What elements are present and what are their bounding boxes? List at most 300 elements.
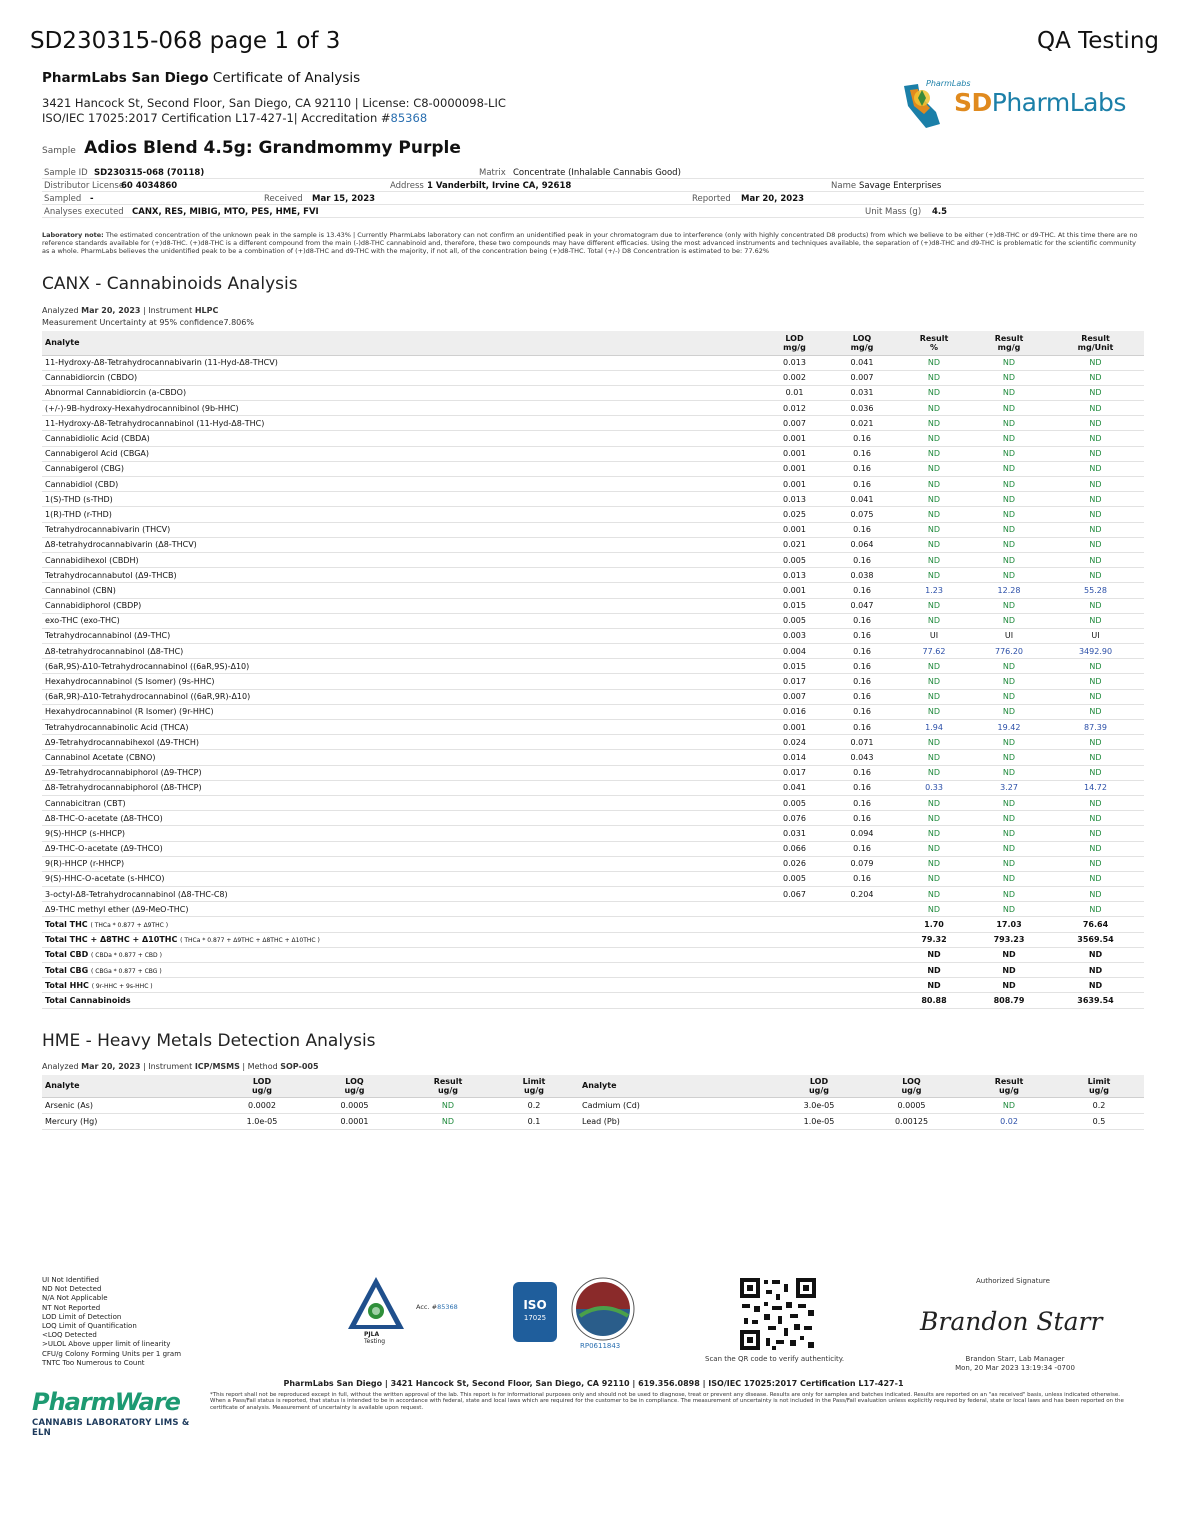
analyte-name: exo-THC (exo-THC) <box>42 613 762 628</box>
result-value: ND <box>1047 795 1144 810</box>
table-row <box>42 613 1144 628</box>
analyte-name: Cannabidihexol (CBDH) <box>42 552 762 567</box>
table-row <box>42 583 1144 598</box>
lab-certification: ISO/IEC 17025:2017 Certification L17-427-1| Accreditation #85368 <box>42 111 428 125</box>
analyte-name: Abnormal Cannabidiorcin (a-CBDO) <box>42 385 762 400</box>
lod-value: 0.017 <box>762 674 827 689</box>
result-value: ND <box>1047 401 1144 416</box>
lod-value: 0.002 <box>762 370 827 385</box>
result-value: ND <box>971 492 1047 507</box>
lab-name: PharmLabs San Diego <box>42 70 209 86</box>
result-value: ND <box>1047 461 1144 476</box>
analyte-name: 1(R)-THD (r-THD) <box>42 507 762 522</box>
lod-value: 0.017 <box>762 765 827 780</box>
total-name: Total CBD ( CBDa * 0.877 + CBD ) <box>42 947 762 962</box>
loq-value: 0.16 <box>827 780 897 795</box>
result-value: ND <box>897 765 971 780</box>
column-header: Result mg/Unit <box>1047 331 1144 355</box>
total-name: Total THC + Δ8THC + Δ10THC ( THCa * 0.877 + Δ9THC + Δ8THC + Δ10THC ) <box>42 932 762 947</box>
analyte-name: Δ8-Tetrahydrocannabiphorol (Δ8-THCP) <box>42 780 762 795</box>
lod-value: 0.001 <box>762 431 827 446</box>
table-row <box>42 1097 1144 1113</box>
result-value: ND <box>1047 826 1144 841</box>
lod-value: 0.001 <box>762 522 827 537</box>
metal-value: 0.0002 <box>222 1097 302 1113</box>
table-row <box>42 765 1144 780</box>
column-header: Result % <box>897 331 971 355</box>
abbreviation-legend <box>42 1276 181 1368</box>
result-value: 14.72 <box>1047 780 1144 795</box>
result-value: ND <box>971 477 1047 492</box>
loq-value: 0.16 <box>827 431 897 446</box>
column-header: LOQ mg/g <box>827 331 897 355</box>
result-value: UI <box>1047 628 1144 643</box>
analyte-name: Δ8-tetrahydrocannabinol (Δ8-THC) <box>42 644 762 659</box>
table-row <box>42 355 1144 370</box>
legend-item: UI Not Identified <box>42 1276 100 1284</box>
result-value: ND <box>971 401 1047 416</box>
hme-section-title: HME - Heavy Metals Detection Analysis <box>42 1031 376 1051</box>
lod-value: 0.014 <box>762 750 827 765</box>
metal-value: 0.2 <box>489 1097 579 1113</box>
analyte-name: Δ9-THC methyl ether (Δ9-MeO-THC) <box>42 902 762 917</box>
result-value: ND <box>971 446 1047 461</box>
legend-item: ND Not Detected <box>42 1285 102 1294</box>
lod-value: 0.076 <box>762 811 827 826</box>
lod-value: 0.001 <box>762 446 827 461</box>
loq-value: 0.041 <box>827 355 897 370</box>
result-value: 12.28 <box>971 583 1047 598</box>
total-value: 79.32 <box>897 932 971 947</box>
lod-value: 0.025 <box>762 507 827 522</box>
analyte-name: Cadmium (Cd) <box>579 1097 779 1113</box>
result-value: ND <box>971 522 1047 537</box>
result-value: ND <box>897 522 971 537</box>
result-value: ND <box>1047 750 1144 765</box>
result-value: ND <box>1047 887 1144 902</box>
analyte-name: Cannabidiol (CBD) <box>42 477 762 492</box>
table-row <box>42 780 1144 795</box>
analyte-name: Tetrahydrocannabutol (Δ9-THCB) <box>42 568 762 583</box>
pjla-accreditation-number: 85368 <box>437 1303 458 1311</box>
table-row <box>42 826 1144 841</box>
lod-value: 0.005 <box>762 552 827 567</box>
result-value: ND <box>897 385 971 400</box>
table-row <box>42 492 1144 507</box>
column-header: Result mg/g <box>971 331 1047 355</box>
result-value: ND <box>964 1097 1054 1113</box>
result-value: 55.28 <box>1047 583 1144 598</box>
result-value: ND <box>1047 674 1144 689</box>
result-value: ND <box>897 416 971 431</box>
metal-value: 1.0e-05 <box>779 1113 859 1129</box>
analyte-name: Cannabinol Acetate (CBNO) <box>42 750 762 765</box>
sample-id: SD230315-068 (70118) <box>94 168 205 178</box>
result-value: ND <box>897 689 971 704</box>
result-value: ND <box>1047 355 1144 370</box>
column-header: Analyte <box>42 331 762 355</box>
result-value: ND <box>897 704 971 719</box>
california-map-icon <box>896 76 971 134</box>
table-row <box>42 507 1144 522</box>
loq-value: 0.16 <box>827 841 897 856</box>
lod-value: 0.016 <box>762 704 827 719</box>
table-row <box>42 401 1144 416</box>
loq-value: 0.16 <box>827 720 897 735</box>
analyte-name: 1(S)-THD (s-THD) <box>42 492 762 507</box>
result-value: ND <box>971 461 1047 476</box>
metal-value: 0.2 <box>1054 1097 1144 1113</box>
table-row <box>42 568 1144 583</box>
table-row <box>42 704 1144 719</box>
result-value: ND <box>1047 871 1144 886</box>
total-value: ND <box>897 947 971 962</box>
lod-value: 0.015 <box>762 598 827 613</box>
loq-value: 0.16 <box>827 689 897 704</box>
result-value: ND <box>971 613 1047 628</box>
table-row <box>42 628 1144 643</box>
result-value: ND <box>1047 477 1144 492</box>
sampled-date: - <box>90 194 94 204</box>
result-value: ND <box>897 856 971 871</box>
result-value: ND <box>971 765 1047 780</box>
result-value: ND <box>1047 537 1144 552</box>
heavy-metals-table <box>42 1075 1144 1130</box>
analyte-name: (6aR,9R)-Δ10-Tetrahydrocannabinol ((6aR,9R)-Δ10) <box>42 689 762 704</box>
table-row <box>42 674 1144 689</box>
analyte-name: Tetrahydrocannabinol (Δ9-THC) <box>42 628 762 643</box>
result-value: ND <box>897 537 971 552</box>
column-header: LOD mg/g <box>762 331 827 355</box>
result-value: ND <box>1047 568 1144 583</box>
legend-item: NT Not Reported <box>42 1303 101 1312</box>
iso-17025-badge: ISO 17025 <box>513 1282 557 1342</box>
lod-value: 0.003 <box>762 628 827 643</box>
total-name: Total CBG ( CBGa * 0.877 + CBG ) <box>42 963 762 978</box>
column-header: LOQ ug/g <box>302 1075 407 1097</box>
result-value: 87.39 <box>1047 720 1144 735</box>
result-value: ND <box>971 659 1047 674</box>
table-row <box>42 871 1144 886</box>
lod-value: 0.021 <box>762 537 827 552</box>
analyte-name: Cannabigerol Acid (CBGA) <box>42 446 762 461</box>
document-type: Certificate of Analysis <box>212 70 361 86</box>
info-row: Sampled - Received Mar 15, 2023 Reported Mar 20, 2023 <box>42 192 1144 205</box>
lab-address: 3421 Hancock St, Second Floor, San Diego, CA 92110 | License: C8-0000098-LIC <box>42 96 506 110</box>
result-value: ND <box>971 735 1047 750</box>
total-row <box>42 993 1144 1008</box>
lod-value: 0.012 <box>762 401 827 416</box>
total-value: ND <box>897 978 971 993</box>
result-value: 77.62 <box>897 644 971 659</box>
logo-wordmark: SDPharmLabs <box>954 88 1126 117</box>
loq-value: 0.204 <box>827 887 897 902</box>
loq-value: 0.16 <box>827 659 897 674</box>
loq-value: 0.021 <box>827 416 897 431</box>
result-value: 3.27 <box>971 780 1047 795</box>
result-value: ND <box>897 431 971 446</box>
total-row <box>42 963 1144 978</box>
signatory: Brandon Starr, Lab Manager Mon, 20 Mar 2023 13:19:34 -0700 <box>955 1355 1075 1372</box>
table-row <box>42 887 1144 902</box>
analyte-name: (6aR,9S)-Δ10-Tetrahydrocannabinol ((6aR,9S)-Δ10) <box>42 659 762 674</box>
result-value: ND <box>971 841 1047 856</box>
analyte-name: 3-octyl-Δ8-Tetrahydrocannabinol (Δ8-THC-C8) <box>42 887 762 902</box>
lod-value: 0.004 <box>762 644 827 659</box>
table-row <box>42 1113 1144 1129</box>
result-value: ND <box>1047 689 1144 704</box>
result-value: ND <box>897 811 971 826</box>
result-value: ND <box>897 568 971 583</box>
result-value: ND <box>971 416 1047 431</box>
certification-seal-icon <box>570 1276 636 1342</box>
result-value: ND <box>1047 598 1144 613</box>
lod-value: 0.015 <box>762 659 827 674</box>
svg-text:PharmLabs: PharmLabs <box>926 79 971 88</box>
lab-name-line <box>42 70 662 86</box>
total-name: Total THC ( THCa * 0.877 + Δ9THC ) <box>42 917 762 932</box>
verification-qr-code[interactable] <box>738 1276 818 1352</box>
pjla-badge: Acc. #85368 PJLA Testing <box>346 1275 466 1347</box>
result-value: ND <box>971 552 1047 567</box>
loq-value: 0.038 <box>827 568 897 583</box>
lod-value <box>762 902 827 917</box>
total-value: ND <box>897 963 971 978</box>
lod-value: 0.01 <box>762 385 827 400</box>
table-row <box>42 461 1144 476</box>
analyte-name: Δ9-THC-O-acetate (Δ9-THCO) <box>42 841 762 856</box>
result-value: ND <box>1047 492 1144 507</box>
result-value: ND <box>897 750 971 765</box>
analyte-name: Cannabicitran (CBT) <box>42 795 762 810</box>
loq-value <box>827 902 897 917</box>
total-value: ND <box>971 963 1047 978</box>
result-value: ND <box>971 871 1047 886</box>
handwritten-signature <box>915 1300 1125 1342</box>
loq-value: 0.071 <box>827 735 897 750</box>
result-value: ND <box>1047 856 1144 871</box>
cannabinoids-table <box>42 331 1144 1009</box>
loq-value: 0.094 <box>827 826 897 841</box>
legend-item: TNTC Too Numerous to Count <box>42 1358 145 1367</box>
result-value: ND <box>971 370 1047 385</box>
result-value: ND <box>897 674 971 689</box>
sample-title <box>42 138 461 158</box>
metal-value: 0.5 <box>1054 1113 1144 1129</box>
table-row <box>42 446 1144 461</box>
result-value: 0.33 <box>897 780 971 795</box>
legend-item: N/A Not Applicable <box>42 1294 108 1303</box>
accreditation-number: 85368 <box>390 111 428 125</box>
info-row: Sample ID SD230315-068 (70118) Matrix Concentrate (Inhalable Cannabis Good) <box>42 166 1144 179</box>
lod-value: 0.005 <box>762 795 827 810</box>
lod-value: 0.007 <box>762 416 827 431</box>
metal-value: 1.0e-05 <box>222 1113 302 1129</box>
analyte-name: Cannabidiorcin (CBDO) <box>42 370 762 385</box>
total-value: 76.64 <box>1047 917 1144 932</box>
analyte-name: 9(R)-HHCP (r-HHCP) <box>42 856 762 871</box>
laboratory-note: Laboratory note: The estimated concentration of the unknown peak in the sample is 13.43% | Currently PharmLabs laboratory can not confirm an unidentified peak in your chromatogram due to interference (only with highly concentrated D8 products) from which we believe to be either (+)d8-THC or d9-THC. At this time there are no reference standards available for (+)d8-THC. (+)d8-THC is a different compound from the main (-)d8-THC cannabinoid and, therefore, these two compounds may have different efficacies. Using the most advanced instruments and techniques available, the separation of (+)d8-THC and d9-THC is problematic for the scientific community as a whole. PharmLabs believes the unidentified peak to be a combination of (+)d8-THC and d9-THC with the majority, if not all, of the concentration being (+)d8-THC. Total (+/-) D8 Concentration is estimated to be: 77.62% <box>42 231 1138 255</box>
sdpharmlabs-logo <box>896 76 1146 134</box>
lod-value: 0.001 <box>762 477 827 492</box>
hme-meta: Analyzed Mar 20, 2023 | Instrument ICP/MSMS | Method SOP-005 <box>42 1062 319 1071</box>
result-value: ND <box>971 902 1047 917</box>
metal-value: 3.0e-05 <box>779 1097 859 1113</box>
total-value: 3569.54 <box>1047 932 1144 947</box>
sample-name: Adios Blend 4.5g: Grandmommy Purple <box>84 138 461 158</box>
lod-value: 0.066 <box>762 841 827 856</box>
result-value: 19.42 <box>971 720 1047 735</box>
lod-value: 0.024 <box>762 735 827 750</box>
loq-value: 0.16 <box>827 811 897 826</box>
loq-value: 0.064 <box>827 537 897 552</box>
result-value: ND <box>1047 765 1144 780</box>
result-value: ND <box>1047 446 1144 461</box>
legend-item: CFU/g Colony Forming Units per 1 gram <box>42 1349 182 1358</box>
table-row <box>42 720 1144 735</box>
result-value: ND <box>897 446 971 461</box>
column-header: LOD ug/g <box>222 1075 302 1097</box>
table-row <box>42 385 1144 400</box>
info-row: Analyses executed CANX, RES, MIBIG, MTO, PES, HME, FVI Unit Mass (g) 4.5 <box>42 205 1144 218</box>
client-address: 1 Vanderbilt, Irvine CA, 92618 <box>427 181 572 191</box>
result-value: ND <box>971 811 1047 826</box>
loq-value: 0.16 <box>827 583 897 598</box>
loq-value: 0.16 <box>827 628 897 643</box>
total-row <box>42 978 1144 993</box>
analyte-name: Δ9-Tetrahydrocannabihexol (Δ9-THCH) <box>42 735 762 750</box>
loq-value: 0.16 <box>827 644 897 659</box>
result-value: ND <box>897 902 971 917</box>
loq-value: 0.079 <box>827 856 897 871</box>
result-value: ND <box>1047 659 1144 674</box>
total-value: 793.23 <box>971 932 1047 947</box>
lod-value: 0.005 <box>762 613 827 628</box>
result-value: ND <box>971 537 1047 552</box>
result-value: ND <box>1047 811 1144 826</box>
total-value: ND <box>1047 947 1144 962</box>
result-value: ND <box>1047 552 1144 567</box>
legend-item: <LOQ Detected <box>42 1331 97 1340</box>
loq-value: 0.16 <box>827 765 897 780</box>
table-row <box>42 477 1144 492</box>
analyte-name: Hexahydrocannabinol (R Isomer) (9r-HHC) <box>42 704 762 719</box>
lod-value: 0.026 <box>762 856 827 871</box>
analyte-name: 11-Hydroxy-Δ8-Tetrahydrocannabivarin (11-Hyd-Δ8-THCV) <box>42 355 762 370</box>
total-name: Total HHC ( 9r-HHC + 9s-HHC ) <box>42 978 762 993</box>
table-row <box>42 735 1144 750</box>
loq-value: 0.075 <box>827 507 897 522</box>
footer-address: PharmLabs San Diego | 3421 Hancock St, Second Floor, San Diego, CA 92110 | 619.356.0898 | ISO/IEC 17025:2017 Certification L17-427-1 <box>283 1379 904 1388</box>
column-header: Result ug/g <box>964 1075 1054 1097</box>
legend-item: >ULOL Above upper limit of linearity <box>42 1340 171 1349</box>
result-value: ND <box>897 735 971 750</box>
result-value: ND <box>897 492 971 507</box>
loq-value: 0.16 <box>827 446 897 461</box>
total-value: ND <box>971 978 1047 993</box>
metal-value: 0.0001 <box>302 1113 407 1129</box>
table-row <box>42 431 1144 446</box>
total-name: Total Cannabinoids <box>42 993 762 1008</box>
loq-value: 0.007 <box>827 370 897 385</box>
result-value: ND <box>897 507 971 522</box>
page-header <box>30 24 1159 58</box>
qa-testing-label: QA Testing <box>1036 28 1159 54</box>
result-value: ND <box>1047 385 1144 400</box>
qr-caption: Scan the QR code to verify authenticity. <box>705 1355 845 1363</box>
result-value: ND <box>897 598 971 613</box>
result-value: ND <box>897 659 971 674</box>
table-row <box>42 841 1144 856</box>
loq-value: 0.16 <box>827 795 897 810</box>
lod-value: 0.013 <box>762 568 827 583</box>
metal-value: 0.0005 <box>302 1097 407 1113</box>
column-header: Limit ug/g <box>489 1075 579 1097</box>
analyte-name: Δ9-Tetrahydrocannabiphorol (Δ9-THCP) <box>42 765 762 780</box>
result-value: ND <box>1047 735 1144 750</box>
table-row <box>42 902 1144 917</box>
total-value: 808.79 <box>971 993 1047 1008</box>
loq-value: 0.031 <box>827 385 897 400</box>
result-value: ND <box>897 826 971 841</box>
metal-value: 0.1 <box>489 1113 579 1129</box>
result-value: ND <box>971 674 1047 689</box>
table-row <box>42 370 1144 385</box>
result-value: UI <box>971 628 1047 643</box>
result-value: ND <box>971 689 1047 704</box>
result-value: ND <box>897 370 971 385</box>
lod-value: 0.013 <box>762 355 827 370</box>
column-header: Analyte <box>579 1075 779 1097</box>
total-value: 1.70 <box>897 917 971 932</box>
analyte-name: Cannabinol (CBN) <box>42 583 762 598</box>
legend-item: LOQ Limit of Quantification <box>42 1322 137 1331</box>
table-row <box>42 811 1144 826</box>
table-row <box>42 552 1144 567</box>
result-value: ND <box>897 552 971 567</box>
analyte-name: Tetrahydrocannabivarin (THCV) <box>42 522 762 537</box>
result-value: ND <box>407 1113 489 1129</box>
matrix: Concentrate (Inhalable Cannabis Good) <box>513 168 681 178</box>
result-value: ND <box>971 355 1047 370</box>
table-row <box>42 750 1144 765</box>
canx-section-title: CANX - Cannabinoids Analysis <box>42 274 298 294</box>
result-value: ND <box>1047 507 1144 522</box>
received-date: Mar 15, 2023 <box>312 194 376 204</box>
loq-value: 0.036 <box>827 401 897 416</box>
lod-value: 0.013 <box>762 492 827 507</box>
signature-heading: Authorized Signature <box>976 1277 1050 1285</box>
result-value: ND <box>971 704 1047 719</box>
reported-date: Mar 20, 2023 <box>741 194 805 204</box>
document-id-title: SD230315-068 page 1 of 3 <box>30 28 341 54</box>
analyte-name: Δ8-tetrahydrocannabivarin (Δ8-THCV) <box>42 537 762 552</box>
result-value: UI <box>897 628 971 643</box>
total-value: 17.03 <box>971 917 1047 932</box>
loq-value: 0.16 <box>827 871 897 886</box>
table-row <box>42 598 1144 613</box>
result-value: ND <box>971 568 1047 583</box>
table-row <box>42 537 1144 552</box>
pjla-triangle-icon <box>346 1275 416 1331</box>
total-value: 3639.54 <box>1047 993 1144 1008</box>
canx-meta: Analyzed Mar 20, 2023 | Instrument HLPC Measurement Uncertainty at 95% confidence7.806% <box>42 306 254 327</box>
lod-value: 0.041 <box>762 780 827 795</box>
lod-value: 0.005 <box>762 871 827 886</box>
table-row <box>42 795 1144 810</box>
analyte-name: Arsenic (As) <box>42 1097 222 1113</box>
result-value: ND <box>971 431 1047 446</box>
